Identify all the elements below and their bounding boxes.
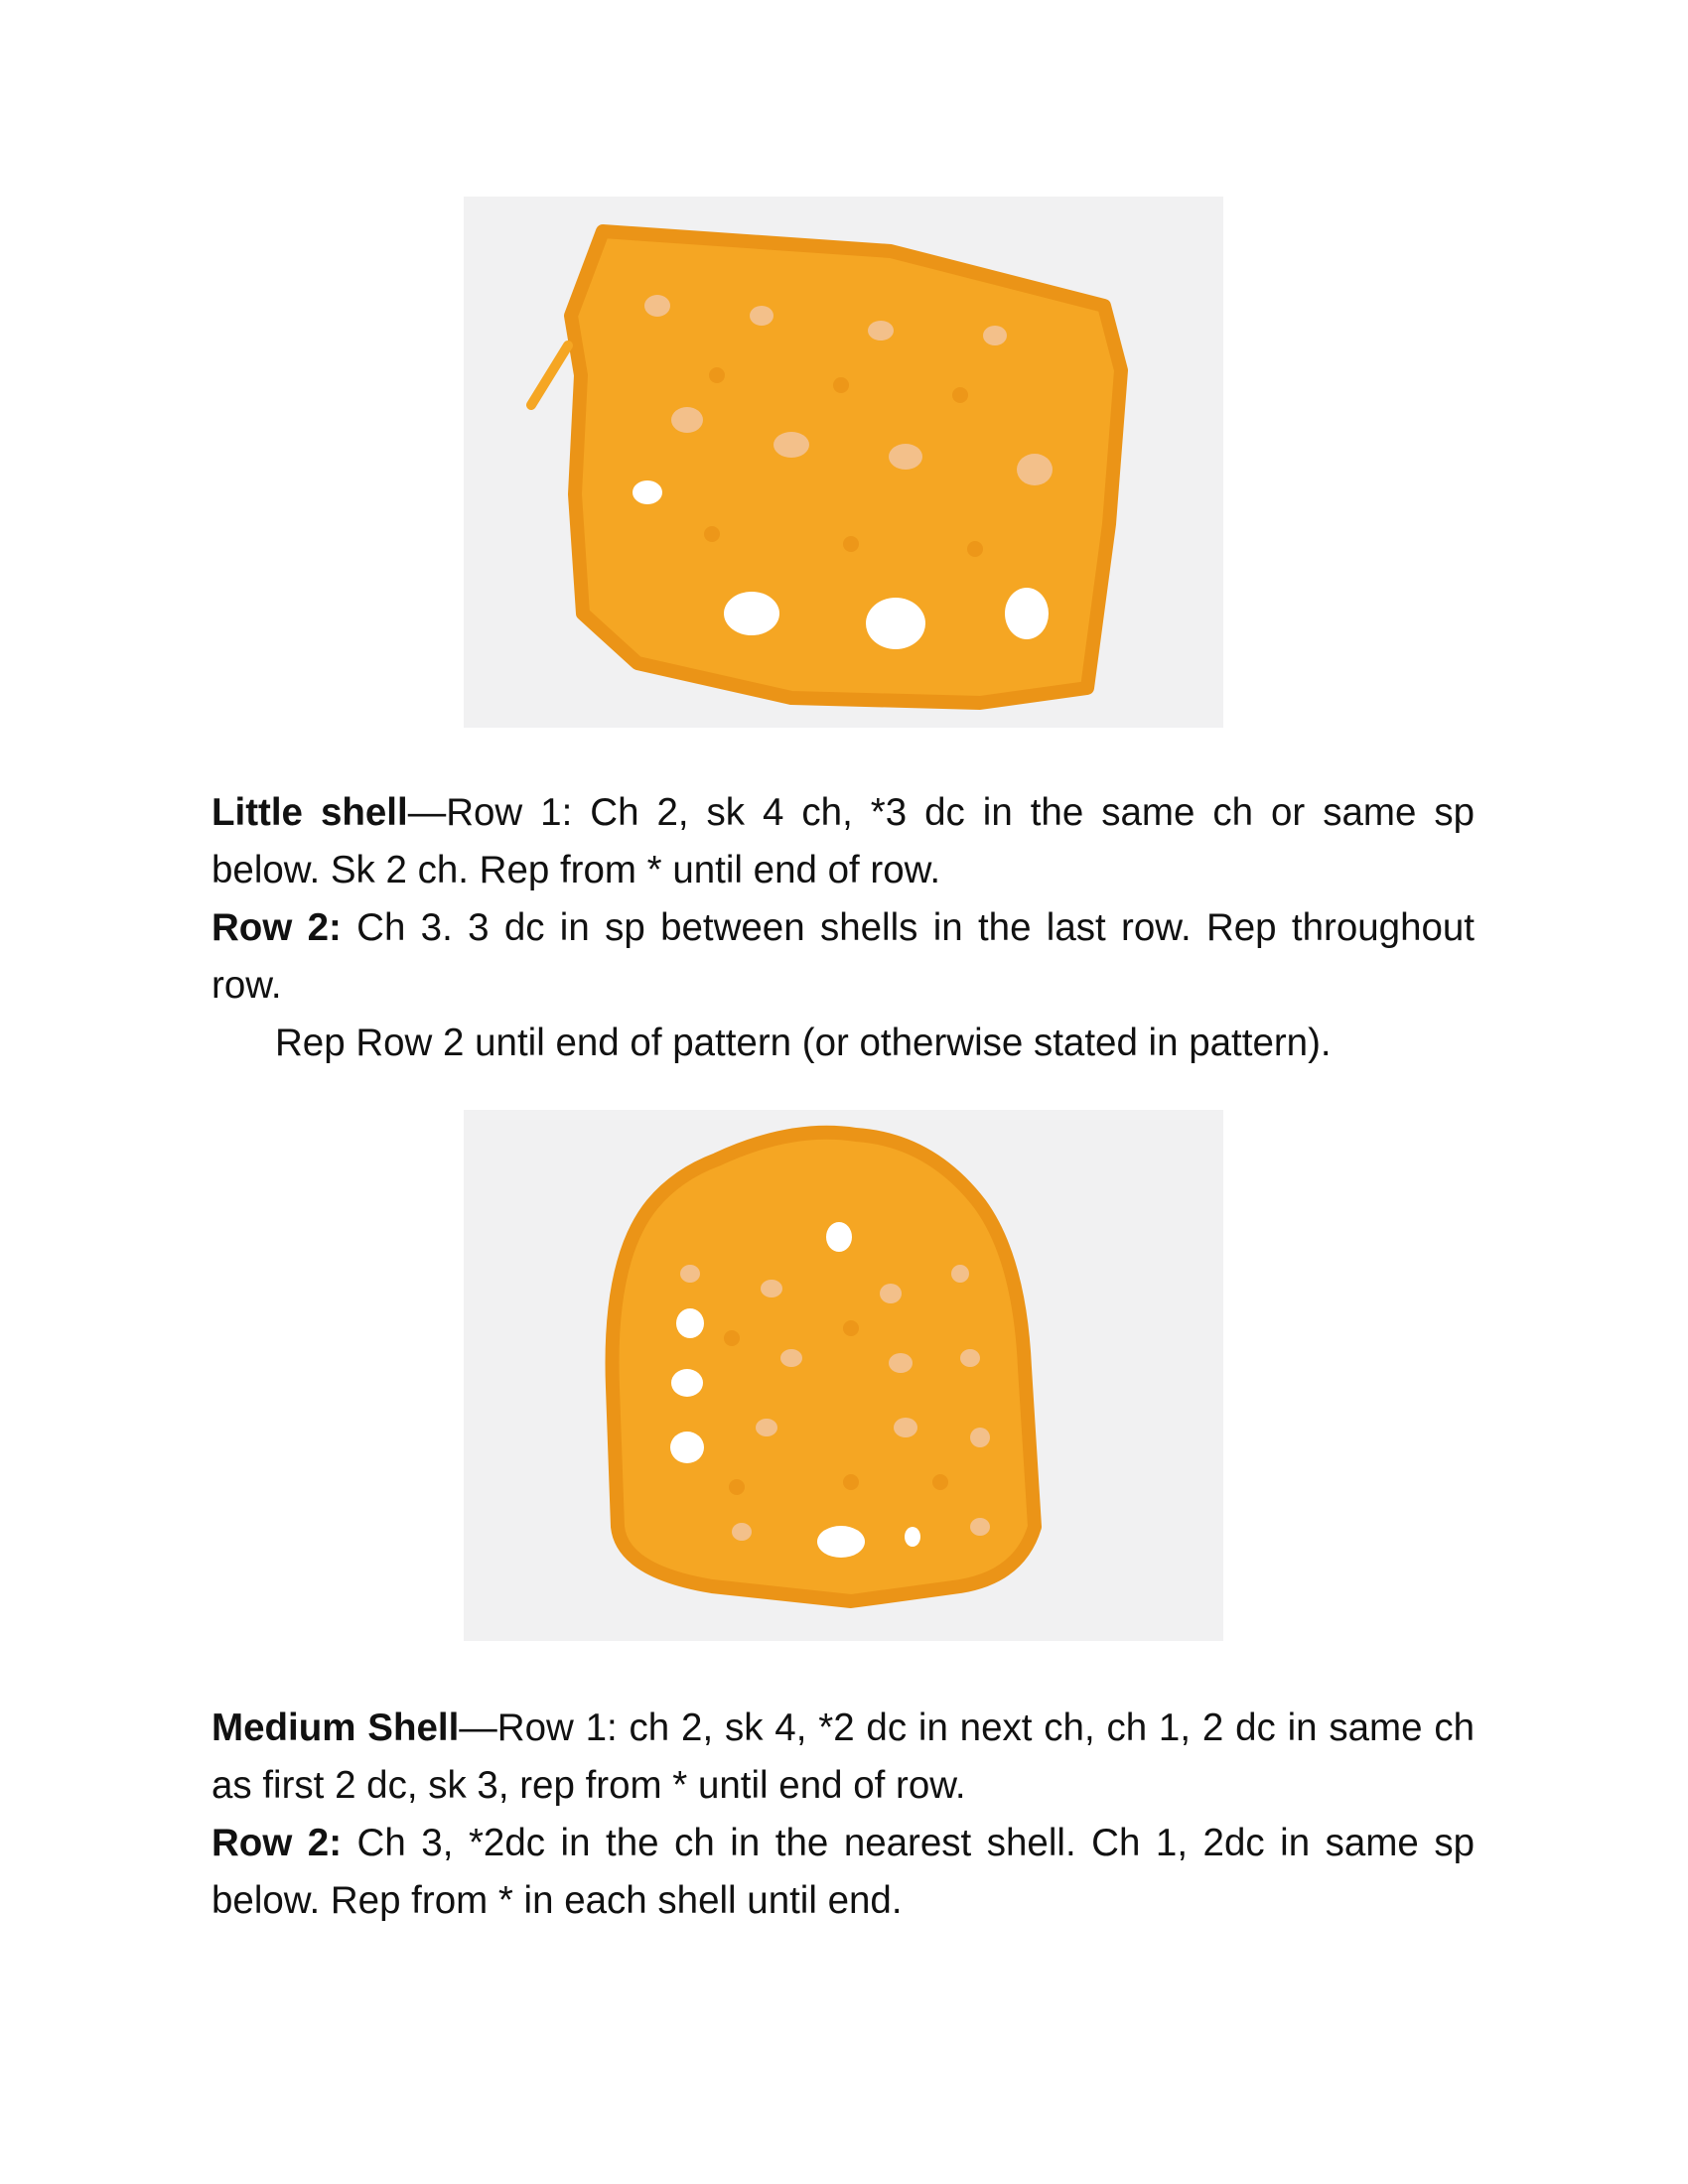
little-shell-repeat-instruction xyxy=(211,1015,1475,1072)
crochet-swatch-icon xyxy=(464,197,1223,728)
little-shell-row-2-instruction xyxy=(211,899,1475,1015)
pattern-name: Little shell xyxy=(211,791,408,834)
row-label: Row 2: xyxy=(211,1822,343,1864)
pattern-name: Medium Shell xyxy=(211,1706,460,1749)
little-shell-swatch-photo xyxy=(464,197,1223,728)
medium-shell-swatch-photo xyxy=(464,1110,1223,1641)
row-label: Row 2: xyxy=(211,906,342,949)
crochet-swatch-icon xyxy=(464,1110,1223,1641)
instruction-text: —Row 1: ch 2, sk 4, *2 dc in next ch, ch 1, 2 dc in same ch as first 2 dc, sk 3, rep from * until end of row. xyxy=(211,1706,1475,1807)
instruction-text: Ch 3, *2dc in the ch in the nearest shell. Ch 1, 2dc in same sp below. Rep from * in each shell until end. xyxy=(211,1822,1475,1922)
instruction-text: Rep Row 2 until end of pattern (or otherwise stated in pattern). xyxy=(275,1022,1332,1064)
medium-shell-row-2-instruction xyxy=(211,1815,1475,1930)
instruction-text: Ch 3. 3 dc in sp between shells in the last row. Rep throughout row. xyxy=(211,906,1476,1007)
little-shell-row-1-instruction xyxy=(211,784,1475,899)
medium-shell-row-1-instruction xyxy=(211,1700,1475,1815)
instruction-text: —Row 1: Ch 2, sk 4 ch, *3 dc in the same ch or same sp below. Sk 2 ch. Rep from * until end of row. xyxy=(211,791,1475,891)
